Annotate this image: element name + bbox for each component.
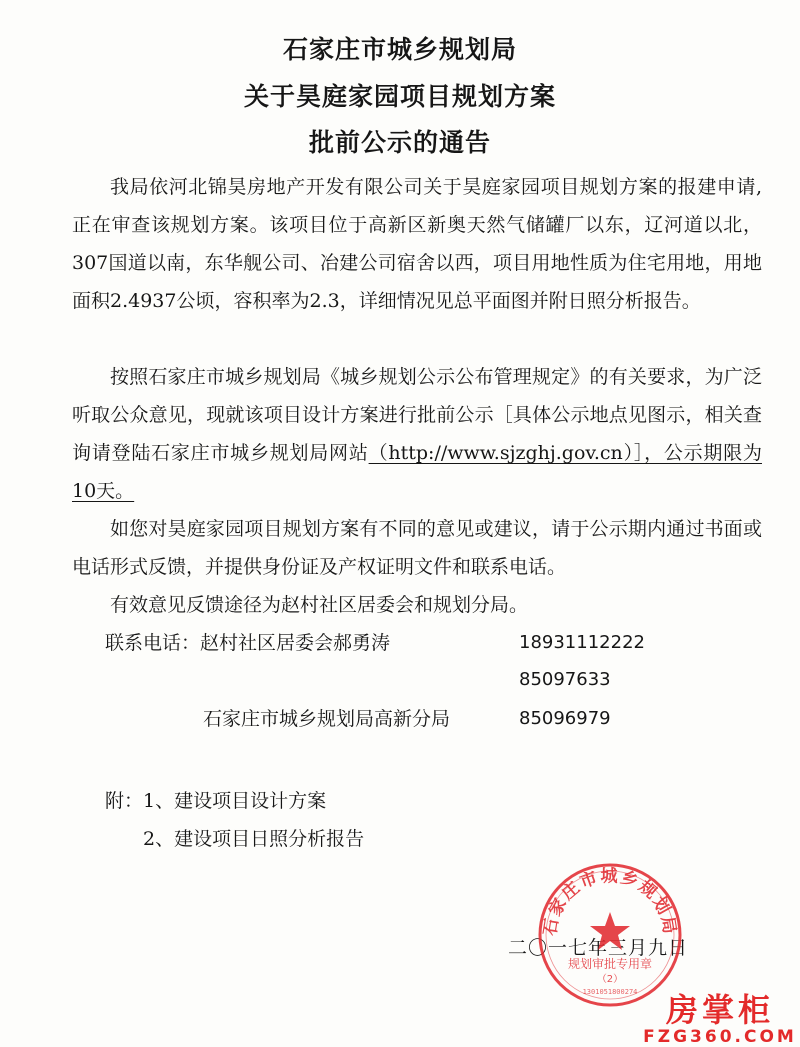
contact-phone-1a: 18931112222 — [519, 632, 645, 653]
attachment-item-1-text: 1、建设项目设计方案 — [143, 790, 327, 812]
contact-phone-2: 85096979 — [519, 708, 611, 729]
paragraph-publicity-basis-text: 按照石家庄市城乡规划局《城乡规划公示公布管理规定》的有关要求，为广泛听取公众意见，现就该项目设计方案进行批前公示［具体公示地点见图示，相关查询请登陆石家庄市城乡规划局网站 — [72, 366, 762, 464]
attachment-item-2: 2、建设项目日照分析报告 — [143, 828, 365, 850]
paragraph-project-intro: 我局依河北锦昊房地产开发有限公司关于昊庭家园项目规划方案的报建申请,正在审查该规划方案。该项目位于高新区新奥天然气储罐厂以东，辽河道以北，307国道以南，东华舰公司、冶建公司宿舍以西，项目用地性质为住宅用地，用地面积2.4937公顷，容积率为2.3，详细情况见总平面图并附日照分析报告。 — [72, 176, 762, 312]
seal-code-text: 1301051800274 — [582, 988, 638, 996]
contact-row-1 — [105, 628, 390, 658]
contact-label: 联系电话： — [105, 632, 201, 654]
seal-inner-text: 规划审批专用章 — [567, 957, 653, 971]
notice-title-line-2: 关于昊庭家园项目规划方案 — [243, 82, 556, 111]
watermark-brand-cn: 房掌柜 — [665, 991, 775, 1029]
website-link-and-period[interactable]: （http://www.sjzghj.gov.cn）］，公示期限为10天。 — [72, 442, 762, 502]
attachment-item-1 — [105, 786, 326, 816]
paragraph-publicity-basis — [72, 358, 762, 510]
contact-phone-1b: 85097633 — [519, 669, 611, 690]
watermark-brand-en: FZG360.COM — [643, 1027, 797, 1047]
issue-date: 二〇一七年三月九日 — [508, 937, 689, 959]
star-icon — [590, 912, 630, 950]
paragraph-feedback-request: 如您对昊庭家园项目规划方案有不同的意见或建议，请于公示期内通过书面或电话形式反馈，并提供身份证及产权证明文件和联系电话。 — [72, 518, 762, 578]
seal-number-text: （2） — [596, 974, 624, 985]
contact-name-branch: 石家庄市城乡规划局高新分局 — [203, 708, 451, 730]
paragraph-feedback-channels: 有效意见反馈途径为赵村社区居委会和规划分局。 — [110, 594, 529, 616]
seal-outer-text: 石家庄市城乡规划局 — [540, 866, 680, 938]
fzg360-watermark-logo — [640, 988, 800, 1047]
contact-name-zhaocun: 赵村社区居委会郝勇涛 — [200, 632, 391, 654]
attachment-label: 附： — [105, 790, 144, 812]
notice-title-line-1: 石家庄市城乡规划局 — [282, 35, 517, 64]
notice-title-line-3: 批前公示的通告 — [308, 128, 491, 157]
